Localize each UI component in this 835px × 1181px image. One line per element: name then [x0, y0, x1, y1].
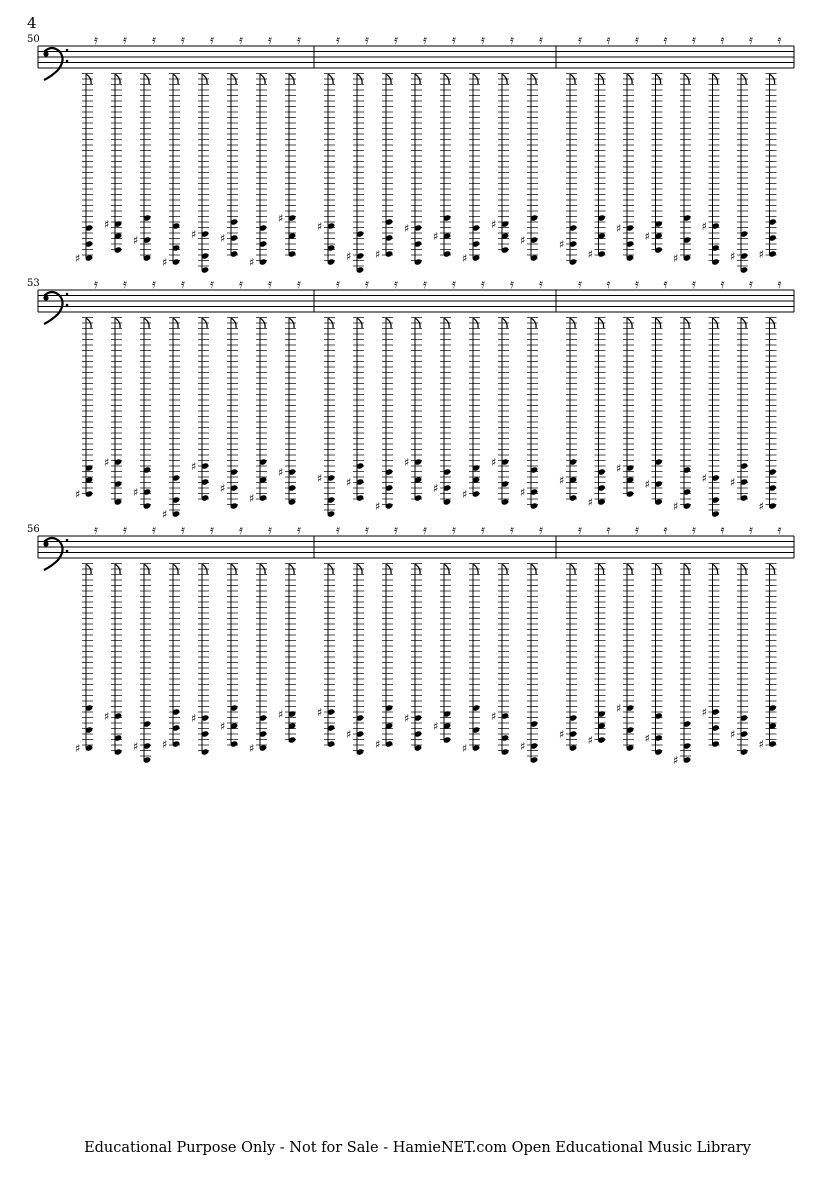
sharp-accidental-icon: ♯: [220, 482, 226, 495]
sharp-accidental-icon: ♯: [346, 728, 352, 741]
sharp-accidental-icon: ♯: [491, 218, 497, 231]
sixteenth-rest-icon: 𝄿: [720, 33, 725, 48]
sixteenth-rest-icon: 𝄿: [123, 277, 127, 292]
sixteenth-rest-icon: 𝄿: [578, 277, 582, 292]
bass-clef-dot: [66, 550, 69, 553]
sixteenth-rest-icon: 𝄿: [539, 523, 543, 538]
sharp-accidental-icon: ♯: [104, 218, 110, 231]
sixteenth-rest-icon: 𝄿: [692, 33, 696, 48]
sharp-accidental-icon: ♯: [404, 222, 410, 235]
sharp-accidental-icon: ♯: [162, 738, 168, 751]
sixteenth-rest-icon: 𝄿: [452, 33, 456, 48]
sixteenth-rest-icon: 𝄿: [692, 523, 696, 538]
sharp-accidental-icon: ♯: [433, 482, 439, 495]
sixteenth-rest-icon: 𝄿: [423, 523, 427, 538]
measure-number: 50: [27, 34, 40, 45]
sixteenth-rest-icon: 𝄿: [692, 277, 696, 292]
sixteenth-rest-icon: 𝄿: [336, 523, 340, 538]
sixteenth-rest-icon: 𝄿: [663, 277, 668, 292]
sixteenth-rest-icon: 𝄿: [606, 277, 611, 292]
sharp-accidental-icon: ♯: [375, 500, 381, 513]
sixteenth-rest-icon: 𝄿: [297, 33, 301, 48]
sixteenth-rest-icon: 𝄿: [336, 277, 340, 292]
sixteenth-rest-icon: 𝄿: [635, 33, 639, 48]
sharp-accidental-icon: ♯: [249, 256, 255, 269]
sixteenth-rest-icon: 𝄿: [210, 33, 214, 48]
sixteenth-rest-icon: 𝄿: [336, 33, 340, 48]
sharp-accidental-icon: ♯: [701, 472, 707, 485]
sixteenth-rest-icon: 𝄿: [94, 277, 98, 292]
sharp-accidental-icon: ♯: [191, 712, 197, 725]
sharp-accidental-icon: ♯: [317, 706, 323, 719]
sharp-accidental-icon: ♯: [673, 754, 679, 767]
sixteenth-rest-icon: 𝄿: [481, 523, 485, 538]
sharp-accidental-icon: ♯: [491, 456, 497, 469]
sixteenth-rest-icon: 𝄿: [181, 523, 185, 538]
sixteenth-rest-icon: 𝄿: [394, 33, 398, 48]
sixteenth-rest-icon: 𝄿: [452, 277, 456, 292]
sixteenth-rest-icon: 𝄿: [510, 33, 514, 48]
sharp-accidental-icon: ♯: [220, 720, 226, 733]
sixteenth-rest-icon: 𝄿: [297, 277, 301, 292]
sixteenth-rest-icon: 𝄿: [606, 33, 611, 48]
sharp-accidental-icon: ♯: [673, 252, 679, 265]
sharp-accidental-icon: ♯: [162, 508, 168, 521]
sixteenth-rest-icon: 𝄿: [777, 277, 782, 292]
sixteenth-rest-icon: 𝄿: [720, 277, 725, 292]
sixteenth-rest-icon: 𝄿: [423, 277, 427, 292]
sharp-accidental-icon: ♯: [133, 486, 139, 499]
sharp-accidental-icon: ♯: [559, 728, 565, 741]
sharp-accidental-icon: ♯: [616, 462, 622, 475]
sixteenth-rest-icon: 𝄿: [210, 523, 214, 538]
sharp-accidental-icon: ♯: [462, 488, 468, 501]
sharp-accidental-icon: ♯: [75, 742, 81, 755]
sharp-accidental-icon: ♯: [278, 708, 284, 721]
sharp-accidental-icon: ♯: [133, 234, 139, 247]
sixteenth-rest-icon: 𝄿: [94, 33, 98, 48]
sharp-accidental-icon: ♯: [758, 500, 764, 513]
sixteenth-rest-icon: 𝄿: [181, 33, 185, 48]
staff-system: [27, 523, 794, 767]
sharp-accidental-icon: ♯: [730, 476, 736, 489]
sharp-accidental-icon: ♯: [404, 456, 410, 469]
bass-clef-dot: [66, 60, 69, 63]
sharp-accidental-icon: ♯: [701, 706, 707, 719]
sixteenth-rest-icon: 𝄿: [123, 523, 127, 538]
sixteenth-rest-icon: 𝄿: [606, 523, 611, 538]
sixteenth-rest-icon: 𝄿: [210, 277, 214, 292]
sharp-accidental-icon: ♯: [644, 478, 650, 491]
sixteenth-rest-icon: 𝄿: [749, 33, 753, 48]
sixteenth-rest-icon: 𝄿: [181, 277, 185, 292]
sharp-accidental-icon: ♯: [249, 492, 255, 505]
sixteenth-rest-icon: 𝄿: [663, 33, 668, 48]
sharp-accidental-icon: ♯: [587, 496, 593, 509]
bass-clef-dot: [43, 51, 48, 56]
sharp-accidental-icon: ♯: [191, 460, 197, 473]
sharp-accidental-icon: ♯: [520, 486, 526, 499]
sharp-accidental-icon: ♯: [758, 248, 764, 261]
sixteenth-rest-icon: 𝄿: [94, 523, 98, 538]
sharp-accidental-icon: ♯: [317, 472, 323, 485]
sixteenth-rest-icon: 𝄿: [365, 523, 369, 538]
sharp-accidental-icon: ♯: [559, 474, 565, 487]
bass-clef-dot: [66, 293, 69, 296]
sixteenth-rest-icon: 𝄿: [481, 277, 485, 292]
sharp-accidental-icon: ♯: [346, 250, 352, 263]
sixteenth-rest-icon: 𝄿: [510, 277, 514, 292]
staff-system: [27, 277, 794, 521]
sharp-accidental-icon: ♯: [730, 728, 736, 741]
sharp-accidental-icon: ♯: [317, 220, 323, 233]
sharp-accidental-icon: ♯: [644, 732, 650, 745]
sharp-accidental-icon: ♯: [249, 742, 255, 755]
sixteenth-rest-icon: 𝄿: [152, 523, 156, 538]
sixteenth-rest-icon: 𝄿: [394, 277, 398, 292]
sixteenth-rest-icon: 𝄿: [720, 523, 725, 538]
systems-layer: [27, 33, 794, 767]
sharp-accidental-icon: ♯: [701, 220, 707, 233]
sharp-accidental-icon: ♯: [220, 232, 226, 245]
sharp-accidental-icon: ♯: [104, 456, 110, 469]
sixteenth-rest-icon: 𝄿: [297, 523, 301, 538]
sharp-accidental-icon: ♯: [278, 466, 284, 479]
sixteenth-rest-icon: 𝄿: [123, 33, 127, 48]
staff-system: [27, 33, 794, 274]
sharp-accidental-icon: ♯: [375, 738, 381, 751]
sharp-accidental-icon: ♯: [644, 230, 650, 243]
sixteenth-rest-icon: 𝄿: [239, 277, 243, 292]
sharp-accidental-icon: ♯: [104, 710, 110, 723]
sixteenth-rest-icon: 𝄿: [578, 523, 582, 538]
sharp-accidental-icon: ♯: [433, 720, 439, 733]
sixteenth-rest-icon: 𝄿: [749, 277, 753, 292]
sharp-accidental-icon: ♯: [191, 228, 197, 241]
bass-clef-dot: [66, 49, 69, 52]
sixteenth-rest-icon: 𝄿: [777, 523, 782, 538]
sixteenth-rest-icon: 𝄿: [481, 33, 485, 48]
measure-number: 53: [27, 278, 40, 289]
sharp-accidental-icon: ♯: [673, 500, 679, 513]
sixteenth-rest-icon: 𝄿: [239, 523, 243, 538]
sixteenth-rest-icon: 𝄿: [539, 277, 543, 292]
sharp-accidental-icon: ♯: [375, 248, 381, 261]
bass-clef-dot: [66, 304, 69, 307]
sharp-accidental-icon: ♯: [75, 252, 81, 265]
sixteenth-rest-icon: 𝄿: [749, 523, 753, 538]
sixteenth-rest-icon: 𝄿: [578, 33, 582, 48]
sixteenth-rest-icon: 𝄿: [452, 523, 456, 538]
sixteenth-rest-icon: 𝄿: [239, 33, 243, 48]
sharp-accidental-icon: ♯: [75, 488, 81, 501]
page-number: 4: [27, 14, 37, 32]
sixteenth-rest-icon: 𝄿: [539, 33, 543, 48]
sixteenth-rest-icon: 𝄿: [268, 277, 272, 292]
sharp-accidental-icon: ♯: [433, 230, 439, 243]
sharp-accidental-icon: ♯: [587, 248, 593, 261]
sharp-accidental-icon: ♯: [587, 734, 593, 747]
sharp-accidental-icon: ♯: [133, 740, 139, 753]
bass-clef-dot: [43, 295, 48, 300]
sharp-accidental-icon: ♯: [278, 212, 284, 225]
sharp-accidental-icon: ♯: [758, 738, 764, 751]
footer-text: Educational Purpose Only - Not for Sale - HamieNET.com Open Educational Music Library: [84, 1140, 751, 1156]
bass-clef-dot: [66, 539, 69, 542]
sharp-accidental-icon: ♯: [162, 256, 168, 269]
measure-number: 56: [27, 524, 40, 535]
sixteenth-rest-icon: 𝄿: [423, 33, 427, 48]
sharp-accidental-icon: ♯: [520, 740, 526, 753]
sharp-accidental-icon: ♯: [730, 250, 736, 263]
sharp-accidental-icon: ♯: [520, 234, 526, 247]
bass-clef-dot: [43, 541, 48, 546]
sixteenth-rest-icon: 𝄿: [268, 33, 272, 48]
sharp-accidental-icon: ♯: [462, 742, 468, 755]
sharp-accidental-icon: ♯: [462, 252, 468, 265]
sixteenth-rest-icon: 𝄿: [268, 523, 272, 538]
sharp-accidental-icon: ♯: [346, 476, 352, 489]
sixteenth-rest-icon: 𝄿: [777, 33, 782, 48]
sharp-accidental-icon: ♯: [404, 712, 410, 725]
sharp-accidental-icon: ♯: [559, 238, 565, 251]
sixteenth-rest-icon: 𝄿: [152, 277, 156, 292]
sixteenth-rest-icon: 𝄿: [152, 33, 156, 48]
sixteenth-rest-icon: 𝄿: [394, 523, 398, 538]
sharp-accidental-icon: ♯: [616, 222, 622, 235]
sixteenth-rest-icon: 𝄿: [510, 523, 514, 538]
sixteenth-rest-icon: 𝄿: [635, 523, 639, 538]
sixteenth-rest-icon: 𝄿: [365, 277, 369, 292]
sharp-accidental-icon: ♯: [616, 702, 622, 715]
sharp-accidental-icon: ♯: [491, 710, 497, 723]
sixteenth-rest-icon: 𝄿: [365, 33, 369, 48]
sixteenth-rest-icon: 𝄿: [663, 523, 668, 538]
sixteenth-rest-icon: 𝄿: [635, 277, 639, 292]
